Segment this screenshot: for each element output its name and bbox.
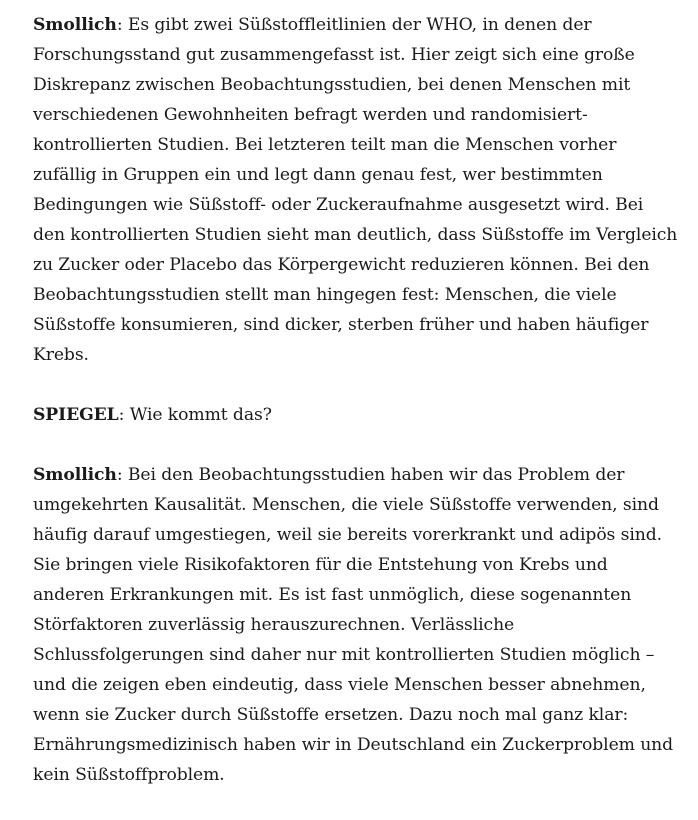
speaker-name: Smollich (33, 15, 117, 35)
interview-paragraph-2 (33, 400, 678, 430)
interview-paragraph-1 (33, 10, 678, 370)
speaker-name: Smollich (33, 465, 117, 485)
interview-article (33, 10, 678, 820)
speaker-separator: : (116, 15, 123, 35)
interview-paragraph-3 (33, 460, 678, 790)
paragraph-text: Bei den Beobachtungsstudien haben wir das Problem der umgekehrten Kausalität. Menschen, die viele Süßstoffe verwenden, sind häufig darauf umgestiegen, weil sie bereits vorerkrankt und adipös sind. Sie bringen viele Risikofaktoren für die Entstehung von Krebs und anderen Erkrankungen mit. Es ist fast unmöglich, diese sogenannten Störfaktoren zuverlässig herauszurechnen. Verlässliche Schlussfolgerungen sind daher nur mit kontrollierten Studien möglich – und die zeigen eben eindeutig, dass viele Menschen besser abnehmen, wenn sie Zucker durch Süßstoffe ersetzen. Dazu noch mal ganz klar: Ernährungsmedizinisch haben wir in Deutschland ein Zuckerproblem und kein Süßstoffproblem. (33, 465, 674, 785)
speaker-separator: : (118, 405, 125, 425)
paragraph-text: Wie kommt das? (124, 405, 272, 425)
speaker-name: SPIEGEL (33, 405, 119, 425)
paragraph-text: Es gibt zwei Süßstoffleitlinien der WHO, in denen der Forschungsstand gut zusammengefasst ist. Hier zeigt sich eine große Diskrepanz zwischen Beobachtungsstudien, bei denen Menschen mit verschiedenen Gewohnheiten befragt werden und randomisiert-kontrollierten Studien. Bei letzteren teilt man die Menschen vorher zufällig in Gruppen ein und legt dann genau fest, wer bestimmten Bedingungen wie Süßstoff- oder Zuckeraufnahme ausgesetzt wird. Bei den kontrollierten Studien sieht man deutlich, dass Süßstoffe im Vergleich zu Zucker oder Placebo das Körpergewicht reduzieren können. Bei den Beobachtungsstudien stellt man hingegen fest: Menschen, die viele Süßstoffe konsumieren, sind dicker, sterben früher und haben häufiger Krebs. (33, 15, 678, 365)
speaker-separator: : (116, 465, 123, 485)
